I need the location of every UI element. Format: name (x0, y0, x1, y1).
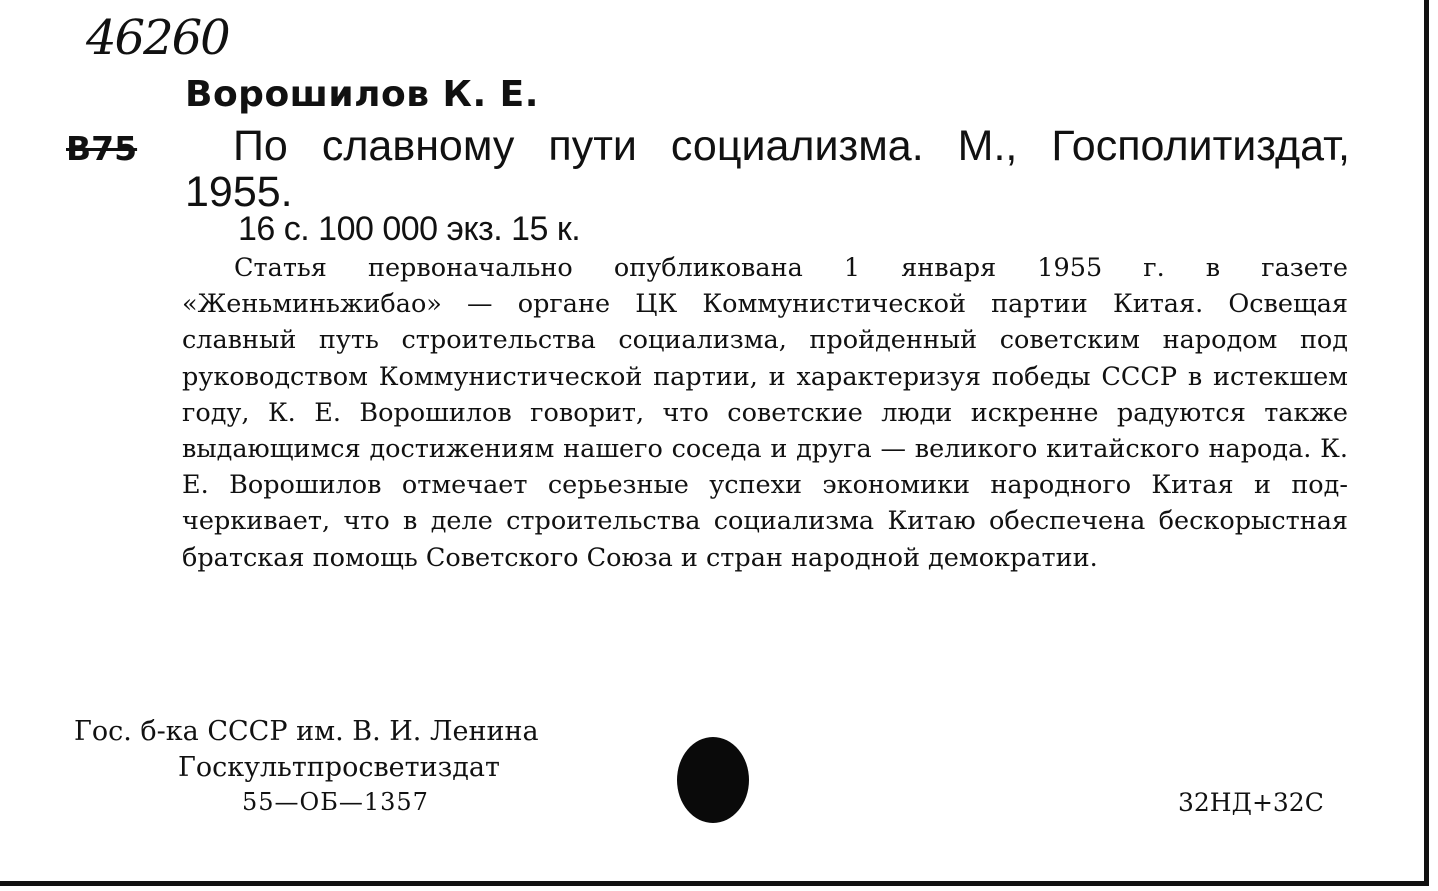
punch-hole (677, 737, 749, 823)
title-statement: По славному пути социализма. М., Госполитиздат, 1955. (185, 122, 1350, 216)
classification-code: 32НД+32С (1178, 788, 1324, 817)
order-number: 55—ОБ—1357 (242, 788, 429, 816)
collation: 16 с. 100 000 экз. 15 к. (238, 210, 581, 248)
annotation: Статья первоначально опубликована 1 января 1955 г. в газете «Женьминьжибао» — органе ЦК Коммунистической партии Китая. Освещая славный путь строительства социализма, пройденный советским народом под руководством Коммунистической партии, и характеризуя победы СССР в истекшем году, К. Е. Ворошилов говорит, что советские люди искренне радуются также выдающимся достижениям нашего соседа и друга — великого китайского народа. К. Е. Ворошилов отмечает серьезные успехи экономики народного Китая и подчеркивает, что в деле строительства социализма Китаю обеспечена бескорыстная братская помощь Советского Союза и стран народной демократии. (182, 253, 1348, 573)
library-name: Гос. б-ка СССР им. В. И. Ленина (74, 716, 539, 747)
call-number: В75 (66, 129, 138, 168)
author-heading: Ворошилов К. Е. (185, 74, 539, 115)
card-publisher: Госкультпросветиздат (178, 752, 500, 783)
inventory-number: 46260 (86, 10, 229, 66)
